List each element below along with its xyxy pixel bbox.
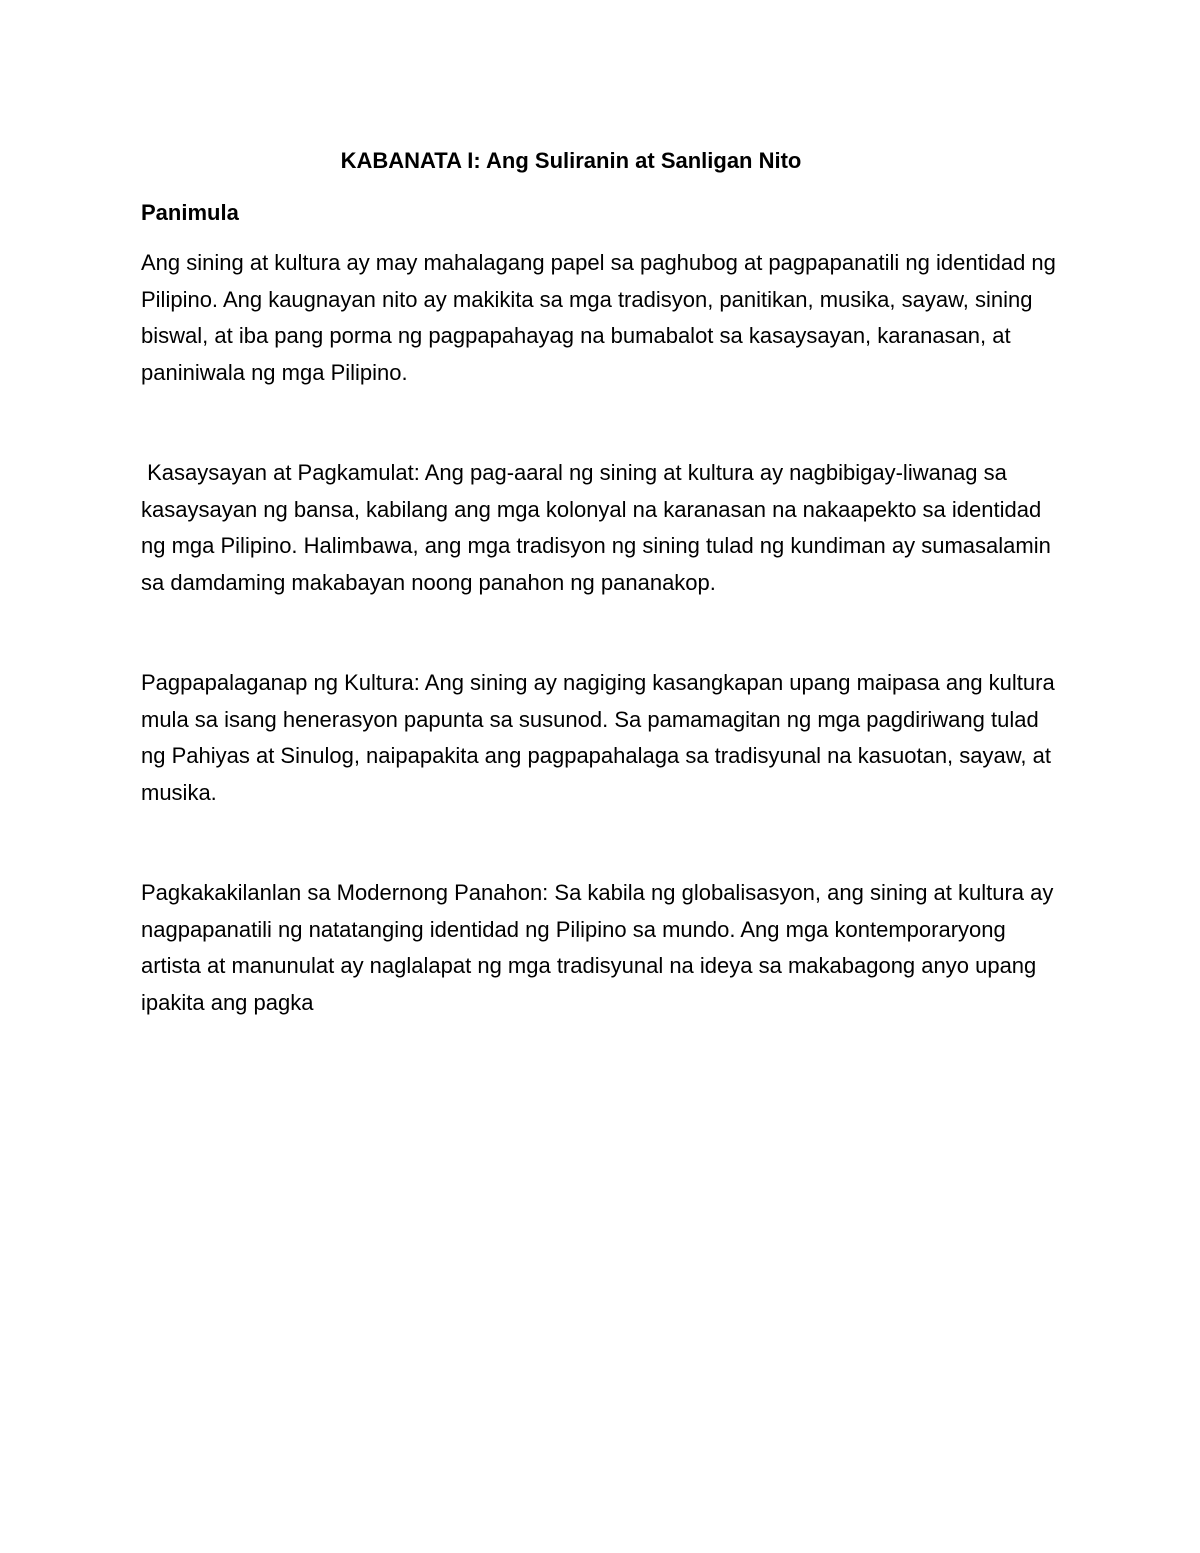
document-body — [141, 143, 1061, 1021]
paragraph-pagkakakilanlan: Pagkakakilanlan sa Modernong Panahon: Sa kabila ng globalisasyon, ang sining at kultura ay nagpapanatili ng natatanging identidad ng Pilipino sa mundo. Ang mga kontemporaryong artista at manunulat ay naglalapat ng mga tradisyunal na ideya sa makabagong anyo upang ipakita ang pagka — [141, 880, 1054, 1015]
section-heading-panimula: Panimula — [141, 200, 239, 225]
document-title: KABANATA I: Ang Suliranin at Sanligan Nito — [340, 148, 802, 173]
paragraph-intro: Ang sining at kultura ay may mahalagang papel sa paghubog at pagpapanatili ng identidad ng Pilipino. Ang kaugnayan nito ay makikita sa mga tradisyon, panitikan, musika, sayaw, sining biswal, at iba pang porma ng pagpapahayag na bumabalot sa kasaysayan, karanasan, at paniniwala ng mga Pilipino. — [141, 250, 1063, 385]
paragraph-kasaysayan: Kasaysayan at Pagkamulat: Ang pag-aaral ng sining at kultura ay nagbibigay-liwanag sa kasaysayan ng bansa, kabilang ang mga kolonyal na karanasan na nakaapekto sa identidad ng mga Pilipino. Halimbawa, ang mga tradisyon ng sining tulad ng kundiman ay sumasalamin sa damdaming makabayan noong panahon ng pananakop. — [141, 460, 1057, 595]
paragraph-pagpapalaganap: Pagpapalaganap ng Kultura: Ang sining ay nagiging kasangkapan upang maipasa ang kultura mula sa isang henerasyon papunta sa susunod. Sa pamamagitan ng mga pagdiriwang tulad ng Pahiyas at Sinulog, naipapakita ang pagpapahalaga sa tradisyunal na kasuotan, sayaw, at musika. — [141, 670, 1055, 805]
